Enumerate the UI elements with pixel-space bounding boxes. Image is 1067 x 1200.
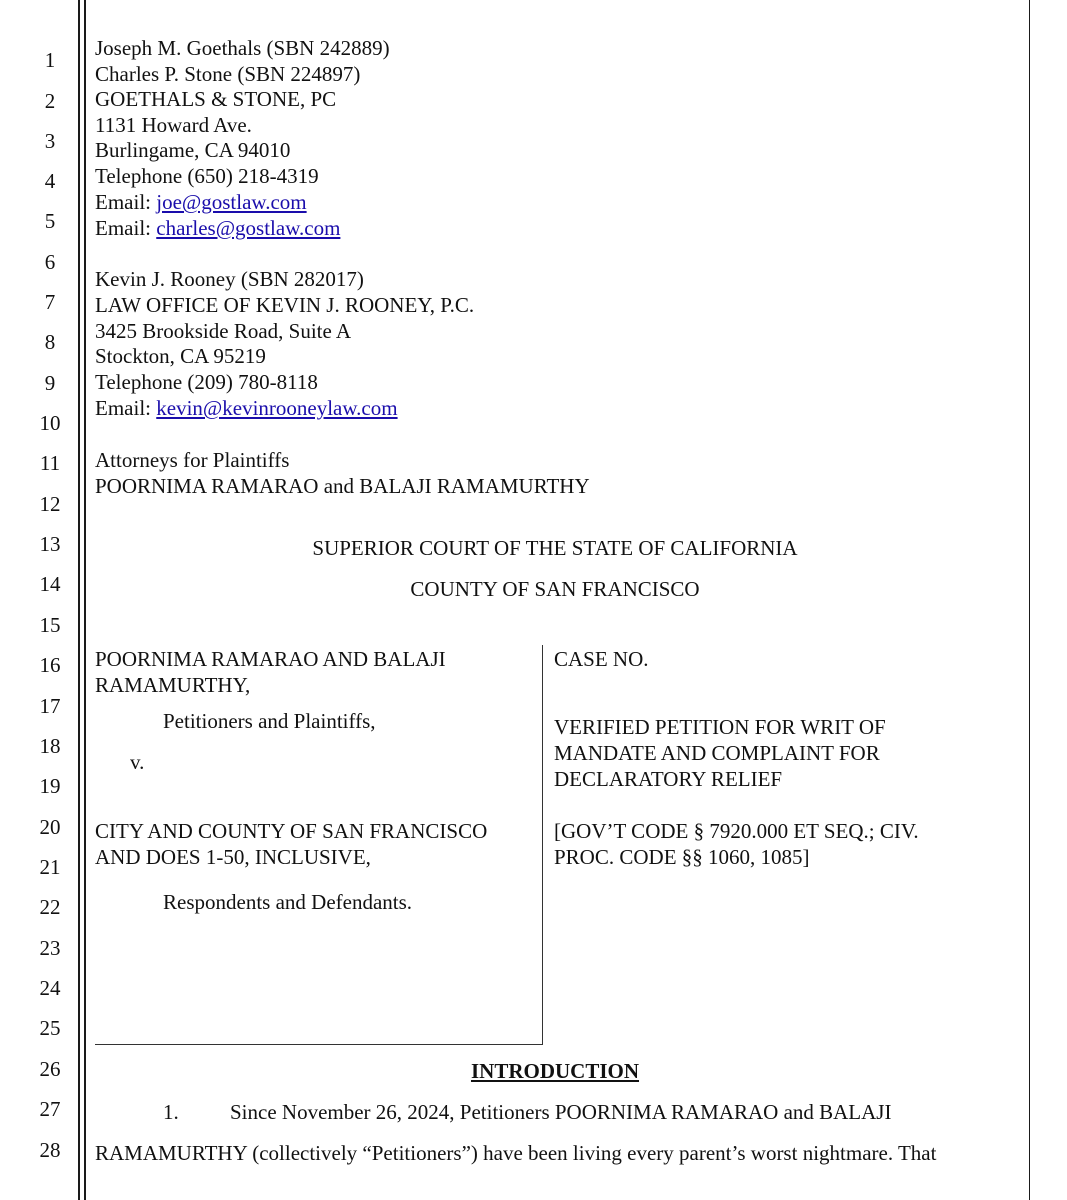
email-link-joe[interactable]: joe@gostlaw.com (156, 190, 307, 214)
firm-address: 3425 Brookside Road, Suite A (95, 319, 352, 343)
line-number: 10 (39, 411, 61, 435)
caption-bottom-rule (95, 1044, 543, 1045)
line-number: 18 (39, 734, 61, 758)
left-margin-rule-inner (84, 0, 86, 1200)
line-number: 7 (44, 290, 56, 314)
email-line (95, 215, 340, 241)
plaintiffs-names: POORNIMA RAMARAO AND BALAJI (95, 647, 446, 671)
caption-divider (542, 645, 543, 1045)
court-county: COUNTY OF SAN FRANCISCO (410, 577, 700, 601)
email-label: Email: (95, 216, 157, 240)
firm-name: GOETHALS & STONE, PC (95, 87, 337, 111)
firm-telephone: Telephone (650) 218-4319 (95, 164, 319, 188)
defendants-names: AND DOES 1-50, INCLUSIVE, (95, 845, 371, 869)
email-link-charles[interactable]: charles@gostlaw.com (156, 216, 341, 240)
line-number: 13 (39, 532, 61, 556)
left-margin-rule-outer (78, 0, 80, 1200)
line-number: 2 (44, 89, 56, 113)
line-number: 17 (39, 694, 61, 718)
email-line (95, 395, 398, 421)
line-number: 16 (39, 653, 61, 677)
paragraph-text: RAMAMURTHY (collectively “Petitioners”) have been living every parent’s worst nightmare. That (95, 1141, 937, 1165)
defendants-role: Respondents and Defendants. (163, 890, 413, 914)
firm-name: LAW OFFICE OF KEVIN J. ROONEY, P.C. (95, 293, 475, 317)
line-number: 20 (39, 815, 61, 839)
line-number: 9 (44, 371, 56, 395)
line-number: 3 (44, 129, 56, 153)
attorneys-for-label: Attorneys for Plaintiffs (95, 448, 290, 472)
line-number: 24 (39, 976, 61, 1000)
line-number: 15 (39, 613, 61, 637)
email-line (95, 189, 307, 215)
attorneys-for-parties: POORNIMA RAMARAO and BALAJI RAMAMURTHY (95, 474, 590, 498)
paragraph-number: 1. (163, 1100, 179, 1124)
right-margin-rule (1029, 0, 1030, 1200)
line-number: 14 (39, 572, 61, 596)
document-title: DECLARATORY RELIEF (554, 767, 783, 791)
attorney-name: Joseph M. Goethals (SBN 242889) (95, 36, 390, 60)
attorney-name: Kevin J. Rooney (SBN 282017) (95, 267, 364, 291)
email-link-kevin[interactable]: kevin@kevinrooneylaw.com (156, 396, 398, 420)
line-number: 1 (44, 48, 56, 72)
line-number: 8 (44, 330, 56, 354)
paragraph-text: Since November 26, 2024, Petitioners POORNIMA RAMARAO and BALAJI (230, 1100, 892, 1124)
line-number: 28 (39, 1138, 61, 1162)
firm-address: 1131 Howard Ave. (95, 113, 252, 137)
plaintiffs-names: RAMAMURTHY, (95, 673, 251, 697)
firm-city: Burlingame, CA 94010 (95, 138, 291, 162)
firm-city: Stockton, CA 95219 (95, 344, 266, 368)
line-number: 25 (39, 1016, 61, 1040)
line-number: 6 (44, 250, 56, 274)
plaintiffs-role: Petitioners and Plaintiffs, (163, 709, 376, 733)
line-number: 26 (39, 1057, 61, 1081)
section-heading: INTRODUCTION (470, 1059, 640, 1083)
case-number: CASE NO. (554, 647, 649, 671)
line-number: 21 (39, 855, 61, 879)
email-label: Email: (95, 396, 157, 420)
line-number: 4 (44, 169, 56, 193)
code-citation: PROC. CODE §§ 1060, 1085] (554, 845, 810, 869)
line-number: 23 (39, 936, 61, 960)
attorney-name: Charles P. Stone (SBN 224897) (95, 62, 361, 86)
code-citation: [GOV’T CODE § 7920.000 ET SEQ.; CIV. (554, 819, 919, 843)
line-number: 5 (44, 209, 56, 233)
document-title: MANDATE AND COMPLAINT FOR (554, 741, 880, 765)
document-title: VERIFIED PETITION FOR WRIT OF (554, 715, 886, 739)
firm-telephone: Telephone (209) 780-8118 (95, 370, 318, 394)
court-name: SUPERIOR COURT OF THE STATE OF CALIFORNIA (312, 536, 798, 560)
defendants-names: CITY AND COUNTY OF SAN FRANCISCO (95, 819, 488, 843)
line-number: 22 (39, 895, 61, 919)
line-number: 27 (39, 1097, 61, 1121)
email-label: Email: (95, 190, 157, 214)
line-number: 12 (39, 492, 61, 516)
line-number: 11 (39, 451, 61, 475)
line-number: 19 (39, 774, 61, 798)
versus: v. (130, 750, 145, 774)
